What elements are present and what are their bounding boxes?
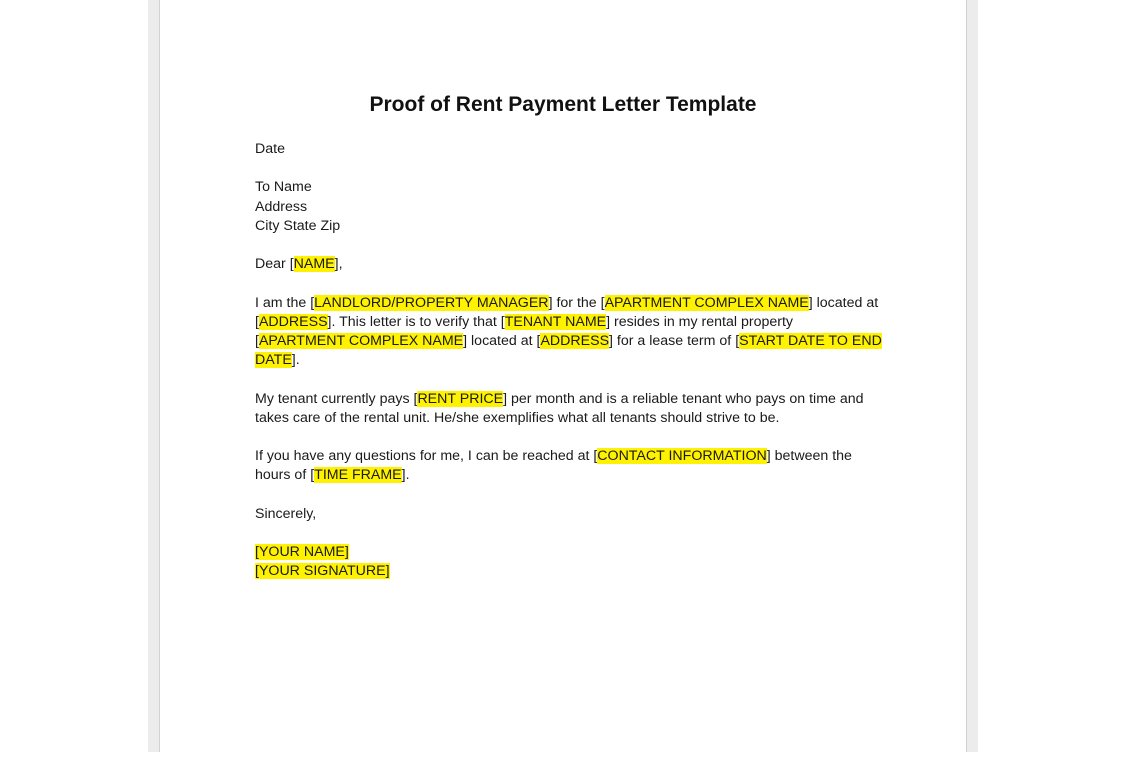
signature-name-line <box>255 543 885 562</box>
placeholder-rent-price: RENT PRICE <box>417 390 504 407</box>
recipient-address: Address <box>255 198 308 215</box>
placeholder-contact-info: CONTACT INFORMATION <box>597 448 767 465</box>
paragraph-rent: My tenant currently pays [RENT PRICE] per month and is a reliable tenant who pays on time and takes care of the rental unit. He/she exemplifies what all tenants should strive to be. <box>255 390 864 426</box>
placeholder-complex-name: APARTMENT COMPLEX NAME <box>258 332 464 349</box>
placeholder-tenant-name: TENANT NAME <box>504 313 607 330</box>
spacer <box>255 428 885 447</box>
spacer <box>255 236 885 255</box>
spacer <box>255 274 885 293</box>
placeholder-address: ADDRESS <box>258 313 328 330</box>
paragraph-verification: I am the [LANDLORD/PROPERTY MANAGER] for the [APARTMENT COMPLEX NAME] located at [ADDRESS]. This letter is to verify that [TENANT NAME] resides in my rental property [APARTMENT COMPLEX NAME] located at [ADDRESS] for a lease term of [START DATE TO END DATE]. <box>255 294 882 369</box>
placeholder-address: ADDRESS <box>540 332 610 349</box>
signature-line <box>255 562 885 581</box>
recipient-city-state-zip: City State Zip <box>255 217 341 234</box>
placeholder-your-signature: [YOUR SIGNATURE] <box>255 563 390 580</box>
spacer <box>255 486 885 505</box>
placeholder-name: NAME <box>293 256 335 273</box>
placeholder-landlord: LANDLORD/PROPERTY MANAGER <box>314 294 549 311</box>
placeholder-lease-term: START DATE TO END DATE <box>255 332 882 369</box>
document-title: Proof of Rent Payment Letter Template <box>369 93 757 116</box>
recipient-name: To Name <box>255 179 312 196</box>
spacer <box>255 159 885 178</box>
placeholder-complex-name: APARTMENT COMPLEX NAME <box>604 294 809 311</box>
spacer <box>255 370 885 389</box>
closing: Sincerely, <box>255 505 317 522</box>
placeholder-time-frame: TIME FRAME <box>314 467 402 484</box>
paragraph-contact: If you have any questions for me, I can be reached at [CONTACT INFORMATION] between the hours of [TIME FRAME]. <box>255 448 852 484</box>
letter-body <box>255 140 885 582</box>
salutation: Dear [NAME], <box>255 256 343 273</box>
placeholder-your-name: [YOUR NAME] <box>255 544 349 561</box>
date-line: Date <box>255 141 285 157</box>
spacer <box>255 524 885 543</box>
document-page <box>159 0 967 752</box>
